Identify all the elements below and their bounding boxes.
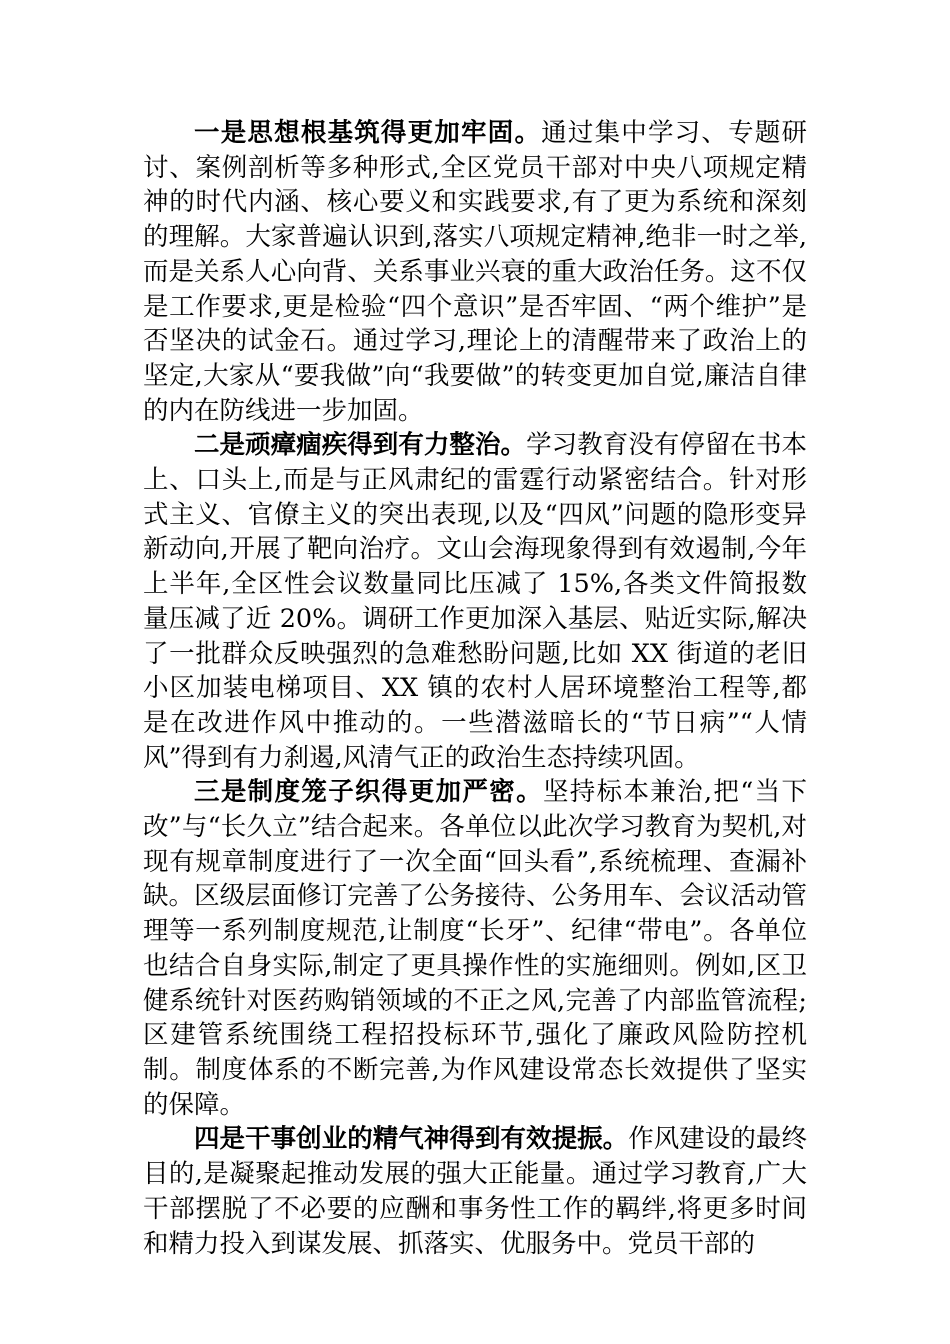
paragraph-4 <box>143 1122 807 1261</box>
paragraph-1-body: 通过集中学习、专题研讨、案例剖析等多种形式,全区党员干部对中央八项规定精神的时代内涵、核心要义和实践要求,有了更为系统和深刻的理解。大家普遍认识到,落实八项规定精神,绝非一时之举,而是关系人心向背、关系事业兴衰的重大政治任务。这不仅是工作要求,更是检验“四个意识”是否牢固、“两个维护”是否坚决的试金石。通过学习,理论上的清醒带来了政治上的坚定,大家从“要我做”向“我要做”的转变更加自觉,廉洁自律的内在防线进一步加固。 <box>143 118 807 426</box>
paragraph-3-body: 坚持标本兼治,把“当下改”与“长久立”结合起来。各单位以此次学习教育为契机,对现有规章制度进行了一次全面“回头看”,系统梳理、查漏补缺。区级层面修订完善了公务接待、公务用车、会议活动管理等一系列制度规范,让制度“长牙”、纪律“带电”。各单位也结合自身实际,制定了更具操作性的实施细则。例如,区卫健系统针对医药购销领域的不正之风,完善了内部监管流程;区建管系统围绕工程招投标环节,强化了廉政风险防控机制。制度体系的不断完善,为作风建设常态长效提供了坚实的保障。 <box>143 777 807 1120</box>
paragraph-4-body: 作风建设的最终目的,是凝聚起推动发展的强大正能量。通过学习教育,广大干部摆脱了不必要的应酬和事务性工作的羁绊,将更多时间和精力投入到谋发展、抓落实、优服务中。党员干部的 <box>143 1124 807 1259</box>
paragraph-3-heading: 三是制度笼子织得更加严密。 <box>194 777 543 808</box>
paragraph-1-heading: 一是思想根基筑得更加牢固。 <box>194 118 542 148</box>
paragraph-1 <box>143 116 807 428</box>
paragraph-2 <box>143 428 807 775</box>
paragraph-2-heading: 二是顽瘴痼疾得到有力整治。 <box>194 430 527 461</box>
paragraph-4-heading: 四是干事创业的精气神得到有效提振。 <box>194 1124 629 1155</box>
paragraph-2-body: 学习教育没有停留在书本上、口头上,而是与正风肃纪的雷霆行动紧密结合。针对形式主义、官僚主义的突出表现,以及“四风”问题的隐形变异新动向,开展了靶向治疗。文山会海现象得到有效遏制,今年上半年,全区性会议数量同比压减了 15%,各类文件简报数量压减了近 20%。调研工作更加深入基层、贴近实际,解决了一批群众反映强烈的急难愁盼问题,比如 XX 街道的老旧小区加装电梯项目、XX 镇的农村人居环境整治工程等,都是在改进作风中推动的。一些潜滋暗长的“节日病”“人情风”得到有力刹遏,风清气正的政治生态持续巩固。 <box>143 430 807 773</box>
paragraph-3 <box>143 775 807 1122</box>
document-page <box>143 116 807 1261</box>
